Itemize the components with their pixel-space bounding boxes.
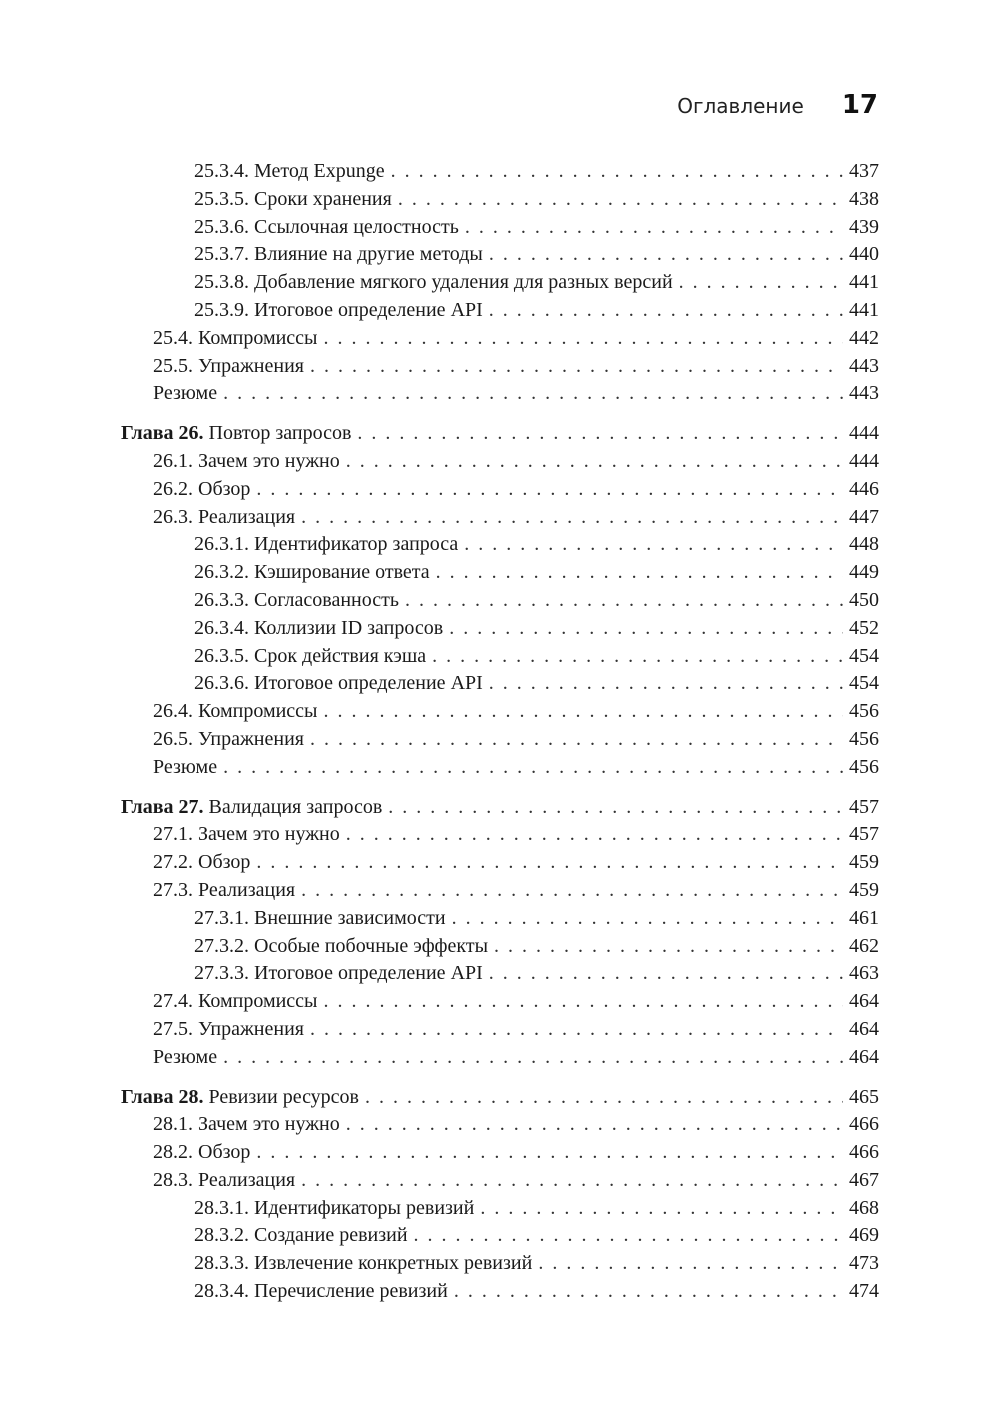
entry-page-number: 456 [849, 727, 879, 750]
table-of-contents [121, 158, 879, 1306]
entry-text: Метод Expunge [254, 160, 385, 182]
entry-page-number: 442 [849, 326, 879, 349]
toc-section-entry[interactable] [121, 905, 879, 933]
toc-entry-title [194, 643, 426, 671]
toc-section-entry[interactable] [121, 504, 879, 532]
dot-leader [465, 214, 843, 242]
section-number: 25.3.6. [194, 215, 249, 238]
entry-text: Внешние зависимости [254, 906, 446, 929]
entry-page-number: 454 [849, 672, 879, 695]
entry-page-number: 466 [849, 1113, 879, 1136]
toc-chapter-entry[interactable] [121, 1084, 879, 1112]
toc-section-entry[interactable] [121, 1167, 879, 1195]
section-number: 28.3.2. [194, 1224, 249, 1247]
entry-page-number: 459 [849, 851, 879, 874]
dot-leader [301, 1167, 843, 1195]
dot-leader [256, 849, 843, 877]
toc-section-entry[interactable] [121, 698, 879, 726]
toc-section-entry[interactable] [121, 1195, 879, 1223]
toc-entry-title [194, 1278, 448, 1306]
dot-leader [679, 269, 843, 297]
entry-page-number: 443 [849, 382, 879, 405]
entry-text: Резюме [153, 755, 218, 778]
dot-leader [301, 504, 843, 532]
entry-page-number: 459 [849, 878, 879, 901]
toc-section-entry[interactable] [121, 559, 879, 587]
entry-page-number: 461 [849, 906, 879, 929]
toc-entry-title [153, 849, 250, 877]
section-number: 26.2. [153, 477, 193, 500]
dot-leader [256, 1139, 843, 1167]
dot-leader [414, 1222, 843, 1250]
toc-section-entry[interactable] [121, 933, 879, 961]
toc-section-entry[interactable] [121, 754, 879, 782]
section-number: 26.3.2. [194, 561, 249, 584]
toc-section-entry[interactable] [121, 531, 879, 559]
section-number: 27.2. [153, 851, 193, 874]
dot-leader [452, 905, 843, 933]
section-number: 25.5. [153, 354, 193, 377]
toc-entry-title [153, 1016, 304, 1044]
section-number: 28.3.3. [194, 1252, 249, 1275]
section-number: 28.3. [153, 1168, 193, 1191]
entry-page-number: 454 [849, 644, 879, 667]
dot-leader [398, 186, 843, 214]
dot-leader [489, 960, 843, 988]
entry-page-number: 449 [849, 561, 879, 584]
toc-entry-title [194, 214, 459, 242]
dot-leader [346, 821, 843, 849]
toc-section-entry[interactable] [121, 821, 879, 849]
entry-text: Влияние на другие методы [254, 243, 483, 266]
entry-text: Компромиссы [198, 326, 318, 349]
page-number: 17 [841, 90, 878, 120]
entry-page-number: 456 [849, 755, 879, 778]
entry-text: Резюме [153, 1045, 218, 1068]
entry-page-number: 441 [849, 298, 879, 321]
toc-section-entry[interactable] [121, 643, 879, 671]
entry-text: Реализация [198, 1168, 296, 1191]
dot-leader [480, 1195, 843, 1223]
toc-entry-title [153, 325, 318, 353]
entry-text: Ссылочная целостность [254, 215, 459, 238]
section-number: 26.3.4. [194, 616, 249, 639]
dot-leader [489, 297, 843, 325]
entry-page-number: 439 [849, 215, 879, 238]
toc-section-entry[interactable] [121, 1044, 879, 1072]
toc-entry-title [194, 905, 446, 933]
entry-page-number: 452 [849, 616, 879, 639]
toc-section-entry[interactable] [121, 214, 879, 242]
entry-page-number: 440 [849, 243, 879, 266]
toc-entry-title [194, 559, 430, 587]
entry-page-number: 444 [849, 422, 879, 445]
entry-page-number: 464 [849, 1045, 879, 1068]
entry-text: Кэширование ответа [254, 561, 430, 584]
toc-section-entry[interactable] [121, 1111, 879, 1139]
dot-leader [489, 241, 843, 269]
section-number: 27.3.1. [194, 906, 249, 929]
section-number: 25.4. [153, 326, 193, 349]
entry-text: Обзор [198, 1141, 251, 1164]
toc-entry-title [121, 1084, 359, 1112]
toc-entry-title [153, 504, 295, 532]
toc-entry-title [153, 1139, 250, 1167]
entry-text: Срок действия кэша [254, 644, 427, 667]
toc-entry-title [153, 448, 340, 476]
entry-page-number: 448 [849, 533, 879, 556]
entry-page-number: 444 [849, 449, 879, 472]
toc-entry-title [153, 877, 295, 905]
dot-leader [494, 933, 843, 961]
entry-page-number: 437 [849, 160, 879, 182]
toc-entry-title [194, 1222, 408, 1250]
dot-leader [346, 1111, 843, 1139]
dot-leader [464, 531, 843, 559]
toc-entry-title [153, 380, 217, 408]
entry-page-number: 456 [849, 700, 879, 723]
entry-text: Сроки хранения [254, 187, 392, 210]
dot-leader [324, 325, 844, 353]
toc-entry-title [153, 821, 340, 849]
toc-entry-title [121, 794, 382, 822]
section-number: 27.3. [153, 878, 193, 901]
toc-section-entry[interactable] [121, 960, 879, 988]
toc-section-entry[interactable] [121, 849, 879, 877]
toc-entry-title [194, 1195, 474, 1223]
entry-text: Согласованность [254, 588, 399, 611]
dot-leader [324, 698, 844, 726]
toc-entry-title [153, 1111, 340, 1139]
toc-entry-title [153, 988, 318, 1016]
toc-chapter-entry[interactable] [121, 420, 879, 448]
entry-text: Особые побочные эффекты [254, 934, 489, 957]
entry-text: Обзор [198, 851, 251, 874]
entry-text: Резюме [153, 382, 218, 405]
toc-entry-title [194, 186, 392, 214]
dot-leader [301, 877, 843, 905]
toc-entry-title [194, 670, 483, 698]
toc-entry-title [194, 241, 483, 269]
dot-leader [454, 1278, 843, 1306]
dot-leader [391, 158, 843, 186]
entry-page-number: 464 [849, 1017, 879, 1040]
entry-text: Компромиссы [198, 700, 318, 723]
section-number: 26.3.5. [194, 644, 249, 667]
entry-page-number: 464 [849, 990, 879, 1013]
section-number: 25.3.4. [194, 160, 249, 182]
section-number: 26.3.1. [194, 533, 249, 556]
entry-page-number: 465 [849, 1085, 879, 1108]
section-number: 25.3.9. [194, 298, 249, 321]
dot-leader [256, 476, 843, 504]
section-number: 26.3. [153, 505, 193, 528]
dot-leader [432, 643, 843, 671]
toc-entry-title [153, 476, 250, 504]
toc-entry-title [153, 1044, 217, 1072]
toc-section-entry[interactable] [121, 587, 879, 615]
entry-page-number: 473 [849, 1252, 879, 1275]
dot-leader [449, 615, 843, 643]
dot-leader [346, 448, 843, 476]
entry-text: Итоговое определение API [254, 962, 483, 985]
section-number: 27.3.2. [194, 934, 249, 957]
toc-section-entry[interactable] [121, 615, 879, 643]
toc-entry-title [194, 615, 443, 643]
entry-text: Повтор запросов [208, 422, 352, 445]
toc-section-entry[interactable] [121, 988, 879, 1016]
entry-text: Упражнения [198, 354, 304, 377]
toc-section-entry[interactable] [121, 726, 879, 754]
toc-section-entry[interactable] [121, 1016, 879, 1044]
section-number: 25.3.5. [194, 187, 249, 210]
toc-entry-title [194, 531, 458, 559]
toc-section-entry[interactable] [121, 1250, 879, 1278]
dot-leader [405, 587, 843, 615]
entry-page-number: 447 [849, 505, 879, 528]
toc-chapter-entry[interactable] [121, 794, 879, 822]
entry-text: Зачем это нужно [198, 823, 340, 846]
dot-leader [357, 420, 843, 448]
dot-leader [388, 794, 843, 822]
toc-entry-title [153, 1167, 295, 1195]
entry-text: Зачем это нужно [198, 1113, 340, 1136]
entry-page-number: 443 [849, 354, 879, 377]
toc-entry-title [194, 297, 483, 325]
dot-leader [223, 1044, 843, 1072]
entry-page-number: 462 [849, 934, 879, 957]
entry-text: Добавление мягкого удаления для разных версий [254, 271, 673, 294]
entry-page-number: 441 [849, 271, 879, 294]
page-header [677, 90, 878, 120]
entry-page-number: 467 [849, 1168, 879, 1191]
toc-entry-title [194, 158, 385, 186]
entry-text: Извлечение конкретных ревизий [254, 1252, 533, 1275]
section-number: 25.3.7. [194, 243, 249, 266]
entry-page-number: 474 [849, 1280, 879, 1303]
toc-section-entry[interactable] [121, 353, 879, 381]
entry-page-number: 469 [849, 1224, 879, 1247]
section-number: 28.2. [153, 1141, 193, 1164]
toc-section-entry[interactable] [121, 1278, 879, 1306]
toc-entry-title [194, 1250, 532, 1278]
entry-text: Реализация [198, 505, 296, 528]
section-number: 26.4. [153, 700, 193, 723]
dot-leader [223, 754, 843, 782]
entry-page-number: 438 [849, 187, 879, 210]
entry-text: Создание ревизий [254, 1224, 408, 1247]
section-number: 27.1. [153, 823, 193, 846]
toc-section-entry[interactable] [121, 476, 879, 504]
dot-leader [310, 726, 843, 754]
dot-leader [223, 380, 843, 408]
toc-entry-title [194, 933, 488, 961]
dot-leader [436, 559, 843, 587]
entry-page-number: 463 [849, 962, 879, 985]
toc-section-entry[interactable] [121, 186, 879, 214]
toc-section-entry[interactable] [121, 1139, 879, 1167]
entry-text: Обзор [198, 477, 251, 500]
entry-text: Идентификатор запроса [254, 533, 459, 556]
toc-entry-title [153, 698, 318, 726]
toc-entry-title [153, 353, 304, 381]
entry-text: Перечисление ревизий [254, 1280, 448, 1303]
toc-section-entry[interactable] [121, 297, 879, 325]
entry-text: Итоговое определение API [254, 298, 483, 321]
entry-text: Итоговое определение API [254, 672, 483, 695]
toc-section-entry[interactable] [121, 158, 879, 186]
section-number: 27.4. [153, 990, 193, 1013]
section-number: 26.5. [153, 727, 193, 750]
chapter-label: Глава 26. [121, 422, 204, 445]
dot-leader [310, 1016, 843, 1044]
toc-section-entry[interactable] [121, 269, 879, 297]
section-number: 25.3.8. [194, 271, 249, 294]
entry-page-number: 466 [849, 1141, 879, 1164]
toc-entry-title [153, 754, 217, 782]
entry-page-number: 468 [849, 1196, 879, 1219]
toc-entry-title [194, 960, 483, 988]
chapter-label: Глава 27. [121, 795, 204, 818]
section-number: 28.3.1. [194, 1196, 249, 1219]
entry-page-number: 457 [849, 823, 879, 846]
dot-leader [310, 353, 843, 381]
entry-page-number: 446 [849, 477, 879, 500]
dot-leader [489, 670, 843, 698]
toc-section-entry[interactable] [121, 325, 879, 353]
entry-text: Коллизии ID запросов [254, 616, 444, 639]
entry-page-number: 450 [849, 588, 879, 611]
toc-section-entry[interactable] [121, 380, 879, 408]
toc-section-entry[interactable] [121, 877, 879, 905]
toc-section-entry[interactable] [121, 241, 879, 269]
entry-page-number: 457 [849, 795, 879, 818]
toc-entry-title [194, 269, 673, 297]
section-number: 26.3.3. [194, 588, 249, 611]
section-number: 28.1. [153, 1113, 193, 1136]
section-number: 26.3.6. [194, 672, 249, 695]
entry-text: Ревизии ресурсов [208, 1085, 359, 1108]
toc-entry-title [121, 420, 351, 448]
toc-entry-title [153, 726, 304, 754]
toc-section-entry[interactable] [121, 448, 879, 476]
entry-text: Упражнения [198, 727, 304, 750]
dot-leader [538, 1250, 843, 1278]
entry-text: Реализация [198, 878, 296, 901]
entry-text: Валидация запросов [208, 795, 383, 818]
toc-section-entry[interactable] [121, 1222, 879, 1250]
dot-leader [365, 1084, 843, 1112]
chapter-label: Глава 28. [121, 1085, 204, 1108]
entry-text: Упражнения [198, 1017, 304, 1040]
section-number: 28.3.4. [194, 1280, 249, 1303]
entry-text: Компромиссы [198, 990, 318, 1013]
toc-section-entry[interactable] [121, 670, 879, 698]
section-number: 27.3.3. [194, 962, 249, 985]
entry-text: Идентификаторы ревизий [254, 1196, 475, 1219]
section-number: 27.5. [153, 1017, 193, 1040]
toc-entry-title [194, 587, 399, 615]
entry-text: Зачем это нужно [198, 449, 340, 472]
section-number: 26.1. [153, 449, 193, 472]
dot-leader [324, 988, 844, 1016]
running-head-title: Оглавление [677, 94, 804, 118]
